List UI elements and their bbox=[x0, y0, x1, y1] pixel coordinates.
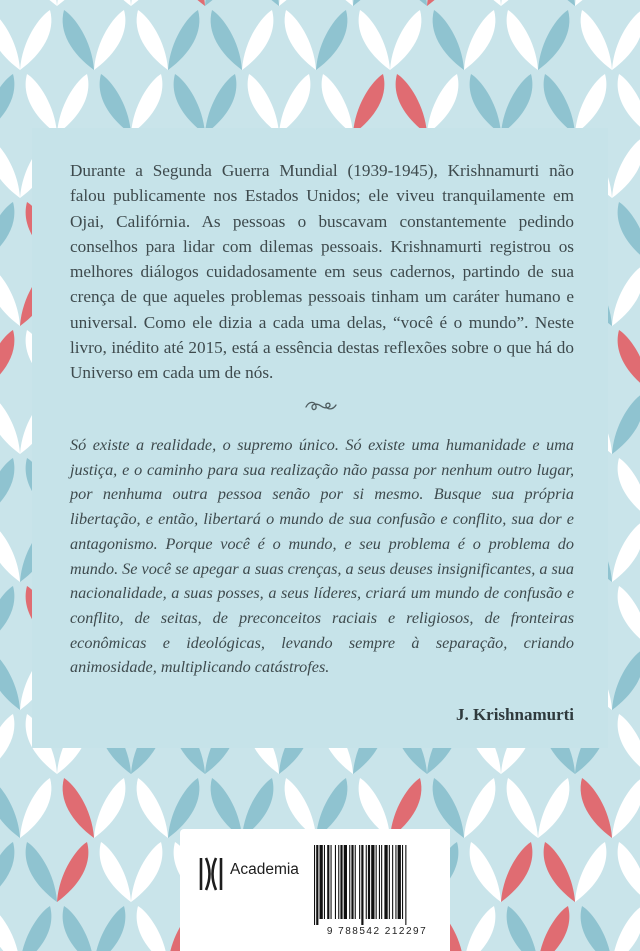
barcode-bar bbox=[349, 845, 350, 919]
knit-leaf bbox=[94, 10, 125, 70]
knit-leaf bbox=[137, 778, 168, 838]
knit-leaf bbox=[0, 0, 14, 6]
intro-paragraph: Durante a Segunda Guerra Mundial (1939-1945), Krishnamurti não falou publicamente nos Estados Unidos; ele viveu tranquilamente em Ojai, Califórnia. As pessoas o buscavam constantemente pedindo conselhos para lidar com dilemas pessoais. Krishnamurti registrou os melhores diálogos cuidadosamente em seus cadernos, partindo de sua crença de que aqueles problemas pessoais tinham um caráter humano e universal. Como ele dizia a cada uma delas, “você é o mundo”. Neste livro, inédito até 2015, está a essência destas reflexões sobre o que há do Universo em cada um de nós. bbox=[70, 161, 574, 383]
knit-leaf bbox=[464, 778, 495, 838]
publisher-name: Academia bbox=[230, 861, 299, 878]
knit-leaf bbox=[359, 10, 390, 70]
barcode-bar bbox=[359, 845, 360, 919]
knit-leaf bbox=[137, 906, 168, 951]
knit-leaf bbox=[63, 10, 94, 70]
knit-leaf bbox=[575, 0, 606, 6]
knit-leaf bbox=[57, 0, 88, 6]
knit-leaf bbox=[0, 714, 14, 774]
knit-leaf bbox=[464, 10, 495, 70]
knit-leaf bbox=[427, 0, 458, 6]
knit-leaf bbox=[0, 842, 14, 902]
swirl-ornament-icon bbox=[303, 399, 339, 413]
knit-leaf bbox=[353, 0, 384, 6]
knit-leaf bbox=[242, 10, 273, 70]
knit-leaf bbox=[100, 74, 131, 134]
barcode bbox=[308, 841, 446, 941]
knit-leaf bbox=[581, 10, 612, 70]
knit-leaf bbox=[612, 394, 640, 454]
knit-leaf bbox=[618, 586, 640, 646]
knit-leaf bbox=[0, 458, 14, 518]
knit-leaf bbox=[501, 842, 532, 902]
isbn-number: 9 788542 212297 bbox=[326, 926, 428, 937]
knit-leaf bbox=[544, 842, 575, 902]
knit-leaf bbox=[612, 10, 640, 70]
knit-leaf bbox=[507, 10, 538, 70]
knit-leaf bbox=[575, 842, 606, 902]
barcode-bar bbox=[324, 845, 325, 919]
knit-leaf bbox=[0, 522, 20, 582]
knit-leaf bbox=[618, 202, 640, 262]
knit-leaf bbox=[168, 10, 199, 70]
knit-leaf bbox=[0, 138, 20, 198]
knit-leaf bbox=[618, 74, 640, 134]
barcode-bar bbox=[314, 845, 315, 925]
barcode-bar bbox=[398, 845, 401, 919]
knit-leaf bbox=[279, 74, 310, 134]
knit-leaf bbox=[427, 74, 458, 134]
knit-leaf bbox=[612, 138, 640, 198]
barcode-bar bbox=[335, 845, 336, 919]
knit-leaf bbox=[94, 906, 125, 951]
knit-leaf bbox=[0, 906, 20, 951]
knit-leaf bbox=[0, 266, 20, 326]
knit-leaf bbox=[20, 906, 51, 951]
knit-leaf bbox=[316, 10, 347, 70]
barcode-bar bbox=[389, 845, 390, 919]
knit-leaf bbox=[248, 74, 279, 134]
barcode-bar bbox=[355, 845, 356, 919]
knit-leaf bbox=[544, 0, 575, 6]
knit-leaf bbox=[322, 0, 353, 6]
knit-leaf bbox=[100, 0, 131, 6]
knit-leaf bbox=[20, 778, 51, 838]
barcode-bar bbox=[340, 845, 342, 919]
knit-leaf bbox=[57, 842, 88, 902]
knit-leaf bbox=[612, 650, 640, 710]
knit-leaf bbox=[279, 0, 310, 6]
knit-leaf bbox=[581, 778, 612, 838]
knit-leaf bbox=[0, 74, 14, 134]
publisher-label bbox=[180, 829, 450, 951]
knit-leaf bbox=[26, 842, 57, 902]
knit-leaf bbox=[57, 74, 88, 134]
quote-paragraph: Só existe a realidade, o supremo único. Só existe uma humanidade e uma justiça, e o caminho para sua realização não passa por nenhum outro lugar, por nenhuma outra pessoa senão por si mesmo. Busque sua própria libertação, e então, libertará o mundo de sua confusão e conflito, sua dor e antagonismo. Porque você é o mundo, e seu problema é o problema do mundo. Se você se apegar a suas crenças, a seus deuses insignificantes, a sua nacionalidade, a suas posses, a seus líderes, criará um mundo de confusão e conflito, de seitas, de preconceitos raciais e religiosos, de fronteiras econômicas e ideológicas, levando sempre à separação, criando animosidade, multiplicando catástrofes. bbox=[70, 436, 574, 677]
knit-leaf bbox=[94, 778, 125, 838]
knit-leaf bbox=[470, 0, 501, 6]
barcode-bar bbox=[331, 845, 332, 919]
knit-leaf bbox=[322, 74, 353, 134]
knit-leaf bbox=[538, 10, 569, 70]
knit-leaf bbox=[612, 266, 640, 326]
knit-leaf bbox=[205, 0, 236, 6]
knit-leaf bbox=[501, 74, 532, 134]
knit-leaf bbox=[612, 778, 640, 838]
knit-leaf bbox=[396, 74, 427, 134]
knit-leaf bbox=[538, 778, 569, 838]
knit-leaf bbox=[618, 714, 640, 774]
knit-leaf bbox=[575, 74, 606, 134]
barcode-bar bbox=[405, 845, 406, 925]
knit-leaf bbox=[26, 74, 57, 134]
knit-leaf bbox=[470, 74, 501, 134]
knit-leaf bbox=[131, 74, 162, 134]
barcode-bar bbox=[402, 845, 403, 919]
knit-leaf bbox=[618, 330, 640, 390]
academia-logo-icon bbox=[198, 855, 224, 893]
barcode-bar bbox=[392, 845, 393, 919]
knit-leaf bbox=[501, 0, 532, 6]
knit-leaf bbox=[63, 778, 94, 838]
knit-leaf bbox=[248, 0, 279, 6]
knit-leaf bbox=[0, 10, 20, 70]
knit-leaf bbox=[470, 842, 501, 902]
barcode-bar bbox=[371, 845, 374, 919]
knit-leaf bbox=[131, 0, 162, 6]
knit-leaf bbox=[0, 586, 14, 646]
barcode-bar bbox=[376, 845, 377, 919]
knit-leaf bbox=[63, 906, 94, 951]
knit-leaf bbox=[0, 394, 20, 454]
knit-leaf bbox=[26, 0, 57, 6]
knit-leaf bbox=[581, 906, 612, 951]
knit-leaf bbox=[544, 74, 575, 134]
barcode-bar bbox=[344, 845, 347, 919]
barcode-bar bbox=[366, 845, 367, 919]
knit-leaf bbox=[20, 10, 51, 70]
knit-leaf bbox=[507, 778, 538, 838]
knit-leaf bbox=[353, 74, 384, 134]
barcode-bar bbox=[379, 845, 380, 919]
barcode-bar bbox=[368, 845, 370, 919]
knit-leaf bbox=[100, 842, 131, 902]
knit-leaf bbox=[507, 906, 538, 951]
barcode-bar bbox=[351, 845, 353, 919]
barcode-bar bbox=[361, 845, 363, 925]
author-name: J. Krishnamurti bbox=[455, 705, 574, 724]
knit-leaf bbox=[618, 842, 640, 902]
barcode-bar bbox=[327, 845, 329, 919]
barcode-bar bbox=[395, 845, 396, 919]
knit-leaf bbox=[0, 202, 14, 262]
knit-leaf bbox=[0, 330, 14, 390]
knit-leaf bbox=[137, 10, 168, 70]
knit-leaf bbox=[0, 778, 20, 838]
knit-leaf bbox=[538, 906, 569, 951]
barcode-bars bbox=[308, 841, 446, 925]
knit-leaf bbox=[433, 10, 464, 70]
barcode-bar bbox=[338, 845, 339, 919]
knit-leaf bbox=[396, 0, 427, 6]
barcode-bar bbox=[320, 845, 323, 919]
barcode-bar bbox=[316, 845, 318, 925]
knit-leaf bbox=[618, 458, 640, 518]
knit-leaf bbox=[390, 10, 421, 70]
barcode-bar bbox=[384, 845, 387, 919]
knit-leaf bbox=[0, 650, 20, 710]
knit-leaf bbox=[131, 842, 162, 902]
knit-leaf bbox=[205, 74, 236, 134]
barcode-bar bbox=[381, 845, 382, 919]
knit-leaf bbox=[612, 522, 640, 582]
knit-leaf bbox=[211, 10, 242, 70]
knit-leaf bbox=[174, 0, 205, 6]
knit-leaf bbox=[285, 10, 316, 70]
knit-leaf bbox=[612, 906, 640, 951]
knit-leaf bbox=[618, 0, 640, 6]
knit-leaf bbox=[174, 74, 205, 134]
knit-leaf bbox=[464, 906, 495, 951]
